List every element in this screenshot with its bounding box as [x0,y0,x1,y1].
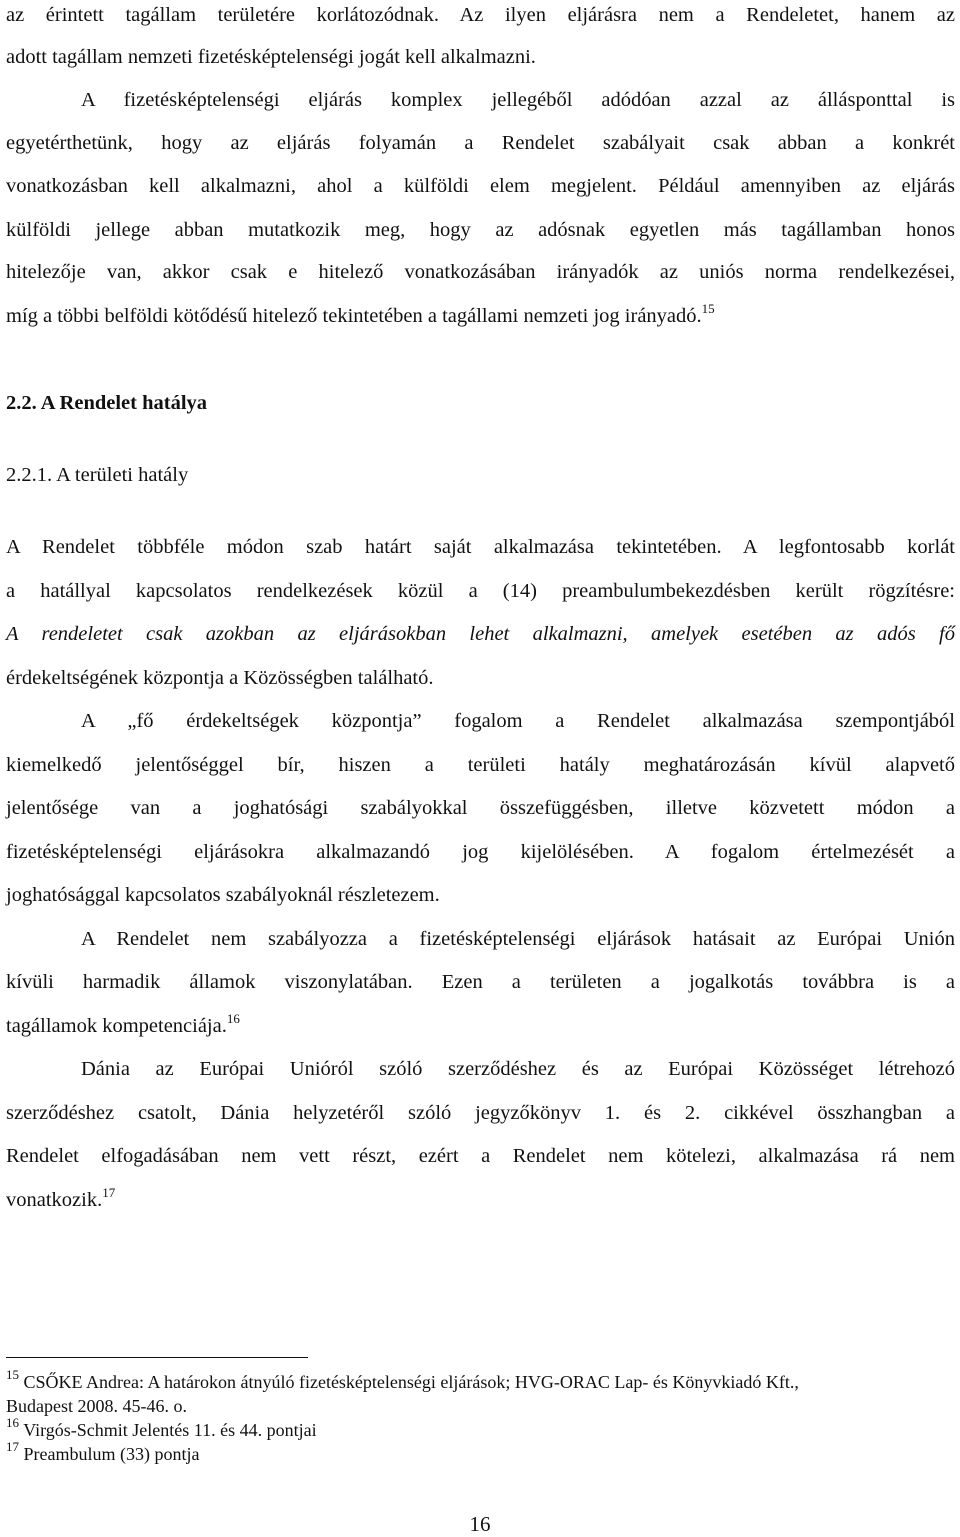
text-line: kívüli harmadik államok viszonylatában. Ezen a területen a jogalkotás továbbra is a [6,971,955,993]
footnote-separator [6,1357,308,1358]
text-span: tagállamok kompetenciája. [6,1015,227,1037]
text-line: kiemelkedő jelentőséggel bír, hiszen a területi hatály meghatározásán kívül alapvető [6,754,955,776]
footnote-continuation: Budapest 2008. 45-46. o. [6,1396,187,1416]
text-line: A Rendelet többféle módon szab határt saját alkalmazása tekintetében. A legfontosabb korlát [6,536,955,558]
text-line: joghatósággal kapcsolatos szabályoknál részletezem. [6,884,440,906]
text-line [6,1013,955,1039]
footnote-text: Preambulum (33) pontja [23,1444,200,1464]
footnote-ref: 16 [226,1011,240,1026]
text-line: A „fő érdekeltségek központja” fogalom a Rendelet alkalmazása szempontjából [81,710,955,732]
text-line: az érintett tagállam területére korlátozódnak. Az ilyen eljárásra nem a Rendeletet, hanem az [6,4,955,26]
text-line [6,1187,955,1213]
text-span: vonatkozik. [6,1189,103,1211]
footnote-ref: 17 [102,1185,116,1200]
text-line: külföldi jellege abban mutatkozik meg, hogy az adósnak egyetlen más tagállamban honos [6,219,955,241]
footnote [6,1415,955,1441]
text-line: Dánia az Európai Unióról szóló szerződéshez és az Európai Közösséget létrehozó [81,1058,955,1080]
footnote-number: 15 [6,1367,19,1382]
text-line: fizetésképtelenségi eljárásokra alkalmazandó jog kijelölésében. A fogalom értelmezését a [6,841,955,863]
footnote-number: 16 [6,1415,19,1430]
text-line: egyetérthetünk, hogy az eljárás folyamán a Rendelet szabályait csak abban a konkrét [6,132,955,154]
text-line [6,303,955,329]
footnote-number: 17 [6,1439,19,1454]
text-line: hitelezője van, akkor csak e hitelező vonatkozásában irányadók az uniós norma rendelkezései, [6,261,955,283]
footnote-text: Virgós-Schmit Jelentés 11. és 44. pontjai [23,1420,317,1440]
text-line: Rendelet elfogadásában nem vett részt, ezért a Rendelet nem kötelezi, alkalmazása rá nem [6,1145,955,1167]
text-line: jelentősége van a joghatósági szabályokkal összefüggésben, illetve közvetett módon a [6,797,955,819]
text-line: érdekeltségének központja a Közösségben található. [6,667,434,689]
text-span: míg a többi belföldi kötődésű hitelező tekintetében a tagállami nemzeti jog irányadó. [6,305,702,327]
footnote [6,1367,955,1393]
page-number: 16 [469,1512,491,1536]
italic-text-line: A rendeletet csak azokban az eljárásokban lehet alkalmazni, amelyek esetében az adós fő [6,623,955,645]
footnote-text: CSŐKE Andrea: A határokon átnyúló fizetésképtelenségi eljárások; HVG-ORAC Lap- és Könyvkiadó Kft., [23,1372,799,1392]
footnote-ref: 15 [701,301,715,316]
text-line: A Rendelet nem szabályozza a fizetésképtelenségi eljárások hatásait az Európai Unión [81,928,955,950]
text-line: A fizetésképtelenségi eljárás komplex jellegéből adódóan azzal az állásponttal is [81,89,955,111]
text-line: szerződéshez csatolt, Dánia helyzetéről szóló jegyzőkönyv 1. és 2. cikkével összhangban a [6,1102,955,1124]
subsection-heading: 2.2.1. A területi hatály [6,464,189,486]
text-line: vonatkozásban kell alkalmazni, ahol a külföldi elem megjelent. Például amennyiben az eljárás [6,175,955,197]
text-line: a hatállyal kapcsolatos rendelkezések közül a (14) preambulumbekezdésben került rögzítésre: [6,580,955,602]
footnote [6,1439,955,1465]
section-heading: 2.2. A Rendelet hatálya [6,392,208,414]
text-line: adott tagállam nemzeti fizetésképtelenségi jogát kell alkalmazni. [6,46,536,68]
